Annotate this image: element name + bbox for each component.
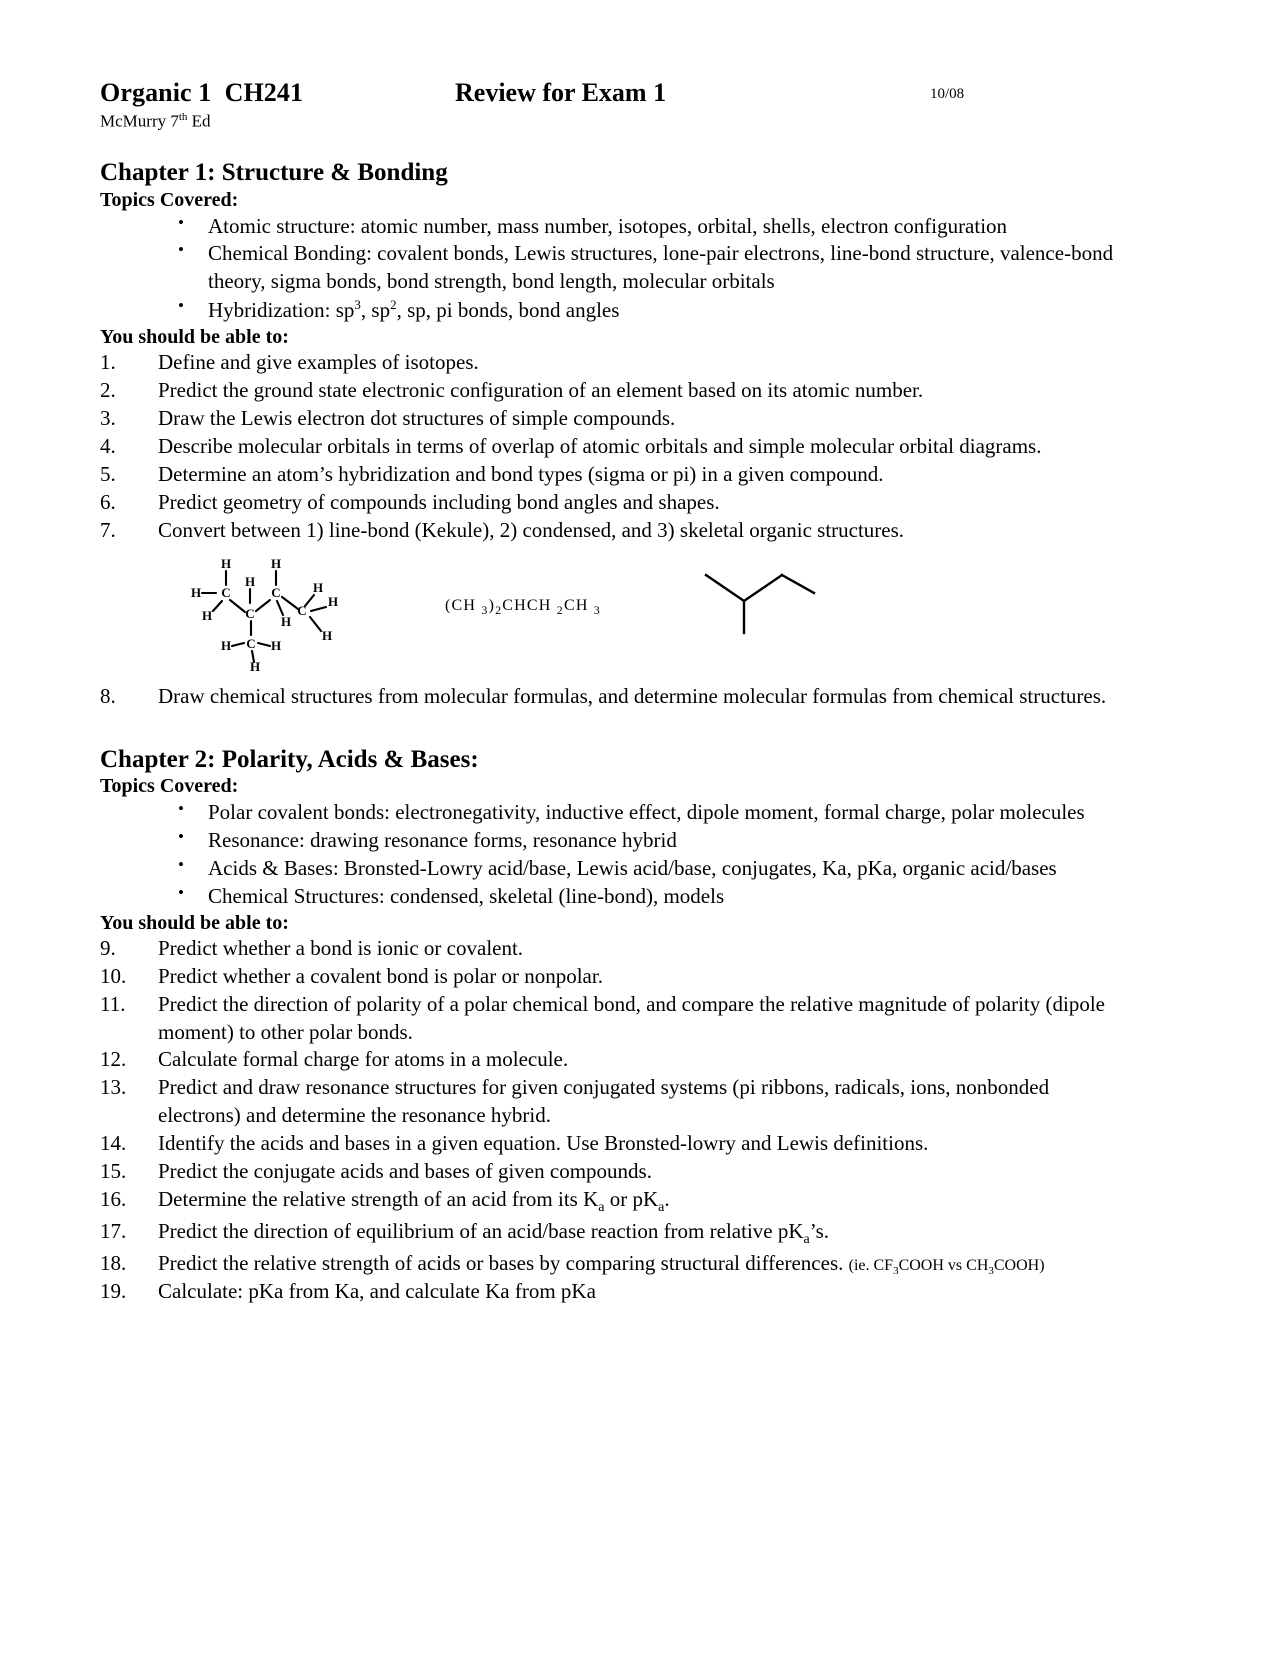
- list-item: [100, 517, 1130, 545]
- condensed-subscript: 2: [495, 602, 503, 617]
- item-text: Predict whether a covalent bond is polar or nonpolar.: [158, 963, 603, 988]
- list-item: [100, 433, 1130, 461]
- atom-label-H: H: [190, 584, 202, 600]
- chapter-1-section: [100, 158, 1130, 711]
- item-text: Determine an atom’s hybridization and bond types (sigma or pi) in a given compound.: [158, 461, 884, 486]
- chapter-2-topics-label: Topics Covered:: [100, 775, 239, 798]
- topic-text-post: , sp, pi bonds, bond angles: [396, 298, 620, 323]
- item-text: Describe molecular orbitals in terms of overlap of atomic orbitals and simple molecular orbital diagrams.: [158, 433, 1042, 458]
- atom-label-H: H: [280, 613, 292, 629]
- item-number: 8.: [100, 683, 116, 708]
- chapter-2-topics-list: [100, 799, 1130, 911]
- list-item: [100, 1046, 1130, 1074]
- atom-label-H: H: [312, 579, 324, 595]
- sp2-exponent: 2: [390, 297, 397, 313]
- item-number: 10.: [100, 963, 127, 988]
- atom-label-H: H: [244, 573, 256, 589]
- condensed-part: CH: [563, 596, 594, 614]
- atom-label-H: H: [220, 555, 232, 571]
- list-item: [100, 683, 1130, 711]
- condensed-subscript: 3: [481, 602, 489, 617]
- item-number: 19.: [100, 1279, 127, 1304]
- atom-label-C: C: [221, 584, 231, 600]
- condensed-part: (CH: [445, 596, 482, 614]
- list-item: [100, 240, 1130, 296]
- textbook-reference: [100, 111, 211, 132]
- item-text: Identify the acids and bases in a given equation. Use Bronsted-lowry and Lewis definitions.: [158, 1131, 929, 1156]
- list-item: [100, 461, 1130, 489]
- atom-label-H: H: [270, 637, 282, 653]
- item-text: Predict geometry of compounds including bond angles and shapes.: [158, 489, 720, 514]
- kekule-structure-svg: [180, 549, 390, 671]
- list-item: [100, 296, 1130, 325]
- list-item: [100, 405, 1130, 433]
- list-item: [100, 1158, 1130, 1186]
- chapter-2-section: [100, 745, 1130, 1307]
- page-title: Review for Exam 1: [455, 78, 667, 107]
- sp3-exponent: 3: [354, 297, 361, 313]
- item-number: 3.: [100, 406, 116, 431]
- item-number: 7.: [100, 517, 116, 542]
- topic-text: Polar covalent bonds: electronegativity, inductive effect, dipole moment, formal charge, polar molecules: [208, 800, 1085, 825]
- spacer: [100, 140, 1130, 158]
- item-number: 11.: [100, 991, 126, 1016]
- atom-label-H: H: [270, 555, 282, 571]
- chapter-2-heading: Chapter 2: Polarity, Acids & Bases:: [100, 745, 479, 773]
- topic-text: Chemical Structures: condensed, skeletal (line-bond), models: [208, 883, 725, 908]
- topic-text: Chemical Bonding: covalent bonds, Lewis structures, lone-pair electrons, line-bond structure, valence-bond theory, sigma bonds, bond strength, bond length, molecular orbitals: [208, 241, 1114, 294]
- item-text: Draw the Lewis electron dot structures of simple compounds.: [158, 406, 676, 431]
- course-title: Organic 1 CH241: [100, 78, 304, 107]
- note-subscript: 3: [893, 1264, 899, 1277]
- textbook-name: McMurry 7: [100, 111, 179, 131]
- header-title-row: [100, 78, 1130, 110]
- item-text: Predict the relative strength of acids or bases by comparing structural differences.: [158, 1250, 849, 1275]
- list-item: [100, 935, 1130, 963]
- condensed-part: CHCH: [502, 596, 557, 614]
- list-item: [100, 1278, 1130, 1306]
- item-number: 1.: [100, 350, 116, 375]
- item-text-post: ’s.: [809, 1218, 829, 1243]
- pka-subscript: a: [803, 1232, 810, 1248]
- list-item: [100, 799, 1130, 827]
- list-item: [100, 1218, 1130, 1250]
- topic-text: Atomic structure: atomic number, mass number, isotopes, orbital, shells, electron configuration: [208, 213, 1008, 238]
- skeletal-bonds: [706, 575, 814, 633]
- list-item: [100, 1250, 1130, 1279]
- atom-label-H: H: [201, 607, 213, 623]
- note-subscript: 3: [988, 1264, 994, 1277]
- list-item: [100, 855, 1130, 883]
- item-text-post: .: [664, 1187, 670, 1212]
- item-number: 5.: [100, 461, 116, 486]
- atom-label-C: C: [246, 635, 256, 651]
- condensed-part: ): [488, 596, 496, 614]
- chapter-1-abilities-list: [100, 349, 1130, 544]
- list-item: [100, 963, 1130, 991]
- item-number: 17.: [100, 1218, 127, 1243]
- item-text: Predict the conjugate acids and bases of given compounds.: [158, 1159, 652, 1184]
- list-item: [100, 377, 1130, 405]
- item-number: 6.: [100, 489, 116, 514]
- kekule-atom-labels: [191, 556, 338, 671]
- chapter-1-topics-list: [100, 213, 1130, 326]
- item-text: Calculate formal charge for atoms in a molecule.: [158, 1047, 569, 1072]
- item-number: 15.: [100, 1159, 127, 1184]
- list-item: [100, 489, 1130, 517]
- ka-subscript: a: [598, 1200, 605, 1216]
- item-text-mid: or pK: [604, 1187, 659, 1212]
- item-number: 2.: [100, 378, 116, 403]
- item-text: Determine the relative strength of an acid from its K: [158, 1187, 599, 1212]
- chapter-1-abilities-list-cont: [100, 683, 1130, 711]
- atom-label-H: H: [249, 658, 261, 671]
- condensed-formula: [445, 597, 601, 618]
- item-number: 18.: [100, 1250, 127, 1275]
- chapter-1-topics-label: Topics Covered:: [100, 188, 239, 211]
- item-number: 9.: [100, 935, 116, 960]
- item-text: Predict the direction of equilibrium of an acid/base reaction from relative pK: [158, 1218, 804, 1243]
- item-text: Predict and draw resonance structures for given conjugated systems (pi ribbons, radicals, ions, nonbonded electrons) and determine the resonance hybrid.: [158, 1075, 1050, 1128]
- list-item: [100, 1130, 1130, 1158]
- list-item: [100, 213, 1130, 241]
- atom-label-C: C: [271, 584, 281, 600]
- item-number: 12.: [100, 1047, 127, 1072]
- list-item: [100, 1186, 1130, 1218]
- item-text: Convert between 1) line-bond (Kekule), 2) condensed, and 3) skeletal organic structures.: [158, 517, 905, 542]
- example-note: [848, 1256, 1045, 1277]
- list-item: [100, 991, 1130, 1047]
- item-number: 16.: [100, 1187, 127, 1212]
- topic-text: Hybridization: sp: [208, 298, 355, 323]
- atom-label-H: H: [321, 627, 333, 643]
- note-pre: (ie. CF: [848, 1256, 894, 1274]
- textbook-edition-label: Ed: [187, 111, 211, 131]
- item-number: 14.: [100, 1131, 127, 1156]
- item-text: Predict the ground state electronic configuration of an element based on its atomic number.: [158, 378, 924, 403]
- topic-text: Resonance: drawing resonance forms, resonance hybrid: [208, 827, 677, 852]
- note-mid: COOH vs CH: [898, 1256, 989, 1274]
- chapter-1-abilities-label: You should be able to:: [100, 326, 289, 349]
- list-item: [100, 827, 1130, 855]
- chapter-1-heading: Chapter 1: Structure & Bonding: [100, 159, 448, 186]
- item-number: 4.: [100, 433, 116, 458]
- chapter-2-abilities-list: [100, 935, 1130, 1307]
- atom-label-C: C: [297, 602, 307, 618]
- atom-label-H: H: [220, 637, 232, 653]
- document-header: [100, 78, 1130, 140]
- item-text: Define and give examples of isotopes.: [158, 350, 479, 375]
- list-item: [100, 1074, 1130, 1130]
- item-text: Predict the direction of polarity of a polar chemical bond, and compare the relative magnitude of polarity (dipole moment) to other polar bonds.: [158, 991, 1105, 1044]
- textbook-edition-ordinal: th: [178, 111, 188, 123]
- chapter-2-abilities-label: You should be able to:: [100, 911, 289, 934]
- structure-figure: [100, 549, 1130, 677]
- atom-label-H: H: [327, 593, 339, 609]
- document-date: 10/08: [930, 86, 965, 102]
- condensed-subscript: 2: [556, 602, 564, 617]
- topic-text-mid: , sp: [360, 298, 391, 323]
- item-number: 13.: [100, 1075, 127, 1100]
- spacer: [100, 711, 1130, 745]
- item-text: Predict whether a bond is ionic or covalent.: [158, 935, 524, 960]
- list-item: [100, 349, 1130, 377]
- atom-label-C: C: [245, 605, 255, 621]
- note-post: COOH): [993, 1256, 1045, 1274]
- item-text: Draw chemical structures from molecular formulas, and determine molecular formulas from chemical structures.: [158, 683, 1107, 708]
- topic-text: Acids & Bases: Bronsted-Lowry acid/base, Lewis acid/base, conjugates, Ka, pKa, organic acid/bases: [208, 855, 1057, 880]
- condensed-subscript: 3: [593, 602, 601, 617]
- skeletal-structure-svg: [700, 571, 820, 641]
- list-item: [100, 883, 1130, 911]
- item-text: Calculate: pKa from Ka, and calculate Ka from pKa: [158, 1279, 596, 1304]
- pka-subscript: a: [658, 1200, 665, 1216]
